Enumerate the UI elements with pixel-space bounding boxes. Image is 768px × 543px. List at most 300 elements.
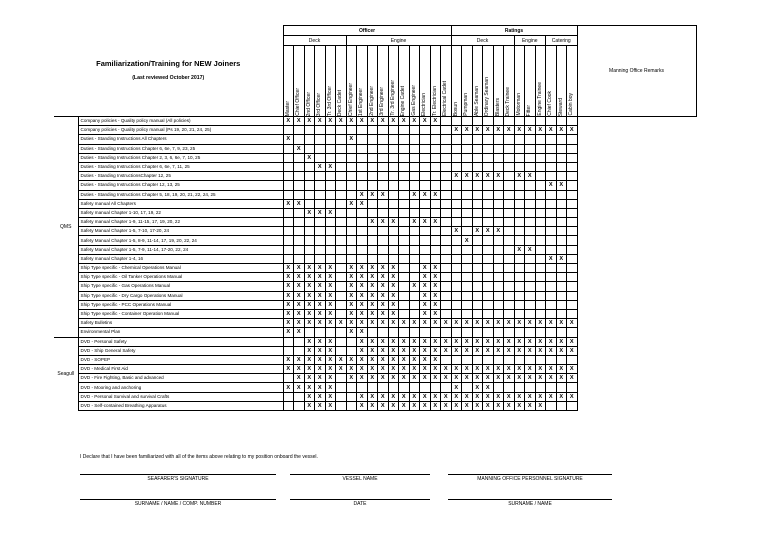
checkbox-cell[interactable]: X	[420, 319, 431, 328]
checkbox-cell[interactable]: X	[420, 309, 431, 318]
checkbox-cell[interactable]: X	[357, 309, 368, 318]
checkbox-cell[interactable]: X	[315, 208, 326, 217]
checkbox-cell[interactable]	[294, 254, 305, 263]
checkbox-cell[interactable]	[367, 144, 378, 153]
checkbox-cell[interactable]	[336, 254, 347, 263]
checkbox-cell[interactable]: X	[283, 291, 294, 300]
checkbox-cell[interactable]	[493, 328, 504, 337]
checkbox-cell[interactable]	[294, 236, 305, 245]
checkbox-cell[interactable]: X	[357, 282, 368, 291]
checkbox-cell[interactable]	[304, 181, 315, 190]
checkbox-cell[interactable]: X	[304, 337, 315, 346]
checkbox-cell[interactable]	[409, 254, 420, 263]
checkbox-cell[interactable]: X	[420, 190, 431, 199]
checkbox-cell[interactable]	[336, 374, 347, 383]
checkbox-cell[interactable]: X	[367, 291, 378, 300]
checkbox-cell[interactable]: X	[441, 346, 452, 355]
checkbox-cell[interactable]	[535, 153, 546, 162]
checkbox-cell[interactable]: X	[567, 319, 578, 328]
checkbox-cell[interactable]	[472, 162, 483, 171]
checkbox-cell[interactable]	[409, 273, 420, 282]
checkbox-cell[interactable]	[315, 218, 326, 227]
checkbox-cell[interactable]: X	[378, 365, 389, 374]
checkbox-cell[interactable]: X	[304, 392, 315, 401]
checkbox-cell[interactable]: X	[315, 264, 326, 273]
checkbox-cell[interactable]	[441, 264, 452, 273]
checkbox-cell[interactable]	[472, 135, 483, 144]
checkbox-cell[interactable]	[420, 254, 431, 263]
checkbox-cell[interactable]: X	[430, 392, 441, 401]
checkbox-cell[interactable]	[451, 162, 462, 171]
checkbox-cell[interactable]	[399, 126, 410, 135]
checkbox-cell[interactable]	[336, 300, 347, 309]
checkbox-cell[interactable]: X	[451, 227, 462, 236]
checkbox-cell[interactable]: X	[378, 401, 389, 410]
checkbox-cell[interactable]	[441, 135, 452, 144]
checkbox-cell[interactable]	[514, 199, 525, 208]
checkbox-cell[interactable]	[567, 190, 578, 199]
checkbox-cell[interactable]	[504, 181, 515, 190]
checkbox-cell[interactable]	[546, 300, 557, 309]
checkbox-cell[interactable]	[325, 172, 336, 181]
checkbox-cell[interactable]	[283, 401, 294, 410]
checkbox-cell[interactable]	[304, 218, 315, 227]
checkbox-cell[interactable]: X	[367, 273, 378, 282]
checkbox-cell[interactable]	[525, 199, 536, 208]
checkbox-cell[interactable]	[388, 135, 399, 144]
checkbox-cell[interactable]	[546, 264, 557, 273]
checkbox-cell[interactable]: X	[357, 199, 368, 208]
checkbox-cell[interactable]: X	[535, 126, 546, 135]
checkbox-cell[interactable]	[546, 135, 557, 144]
checkbox-cell[interactable]	[283, 374, 294, 383]
checkbox-cell[interactable]	[441, 282, 452, 291]
checkbox-cell[interactable]	[556, 328, 567, 337]
checkbox-cell[interactable]: X	[472, 346, 483, 355]
checkbox-cell[interactable]: X	[325, 273, 336, 282]
checkbox-cell[interactable]: X	[483, 126, 494, 135]
checkbox-cell[interactable]	[315, 172, 326, 181]
checkbox-cell[interactable]	[535, 218, 546, 227]
checkbox-cell[interactable]: X	[304, 273, 315, 282]
checkbox-cell[interactable]	[493, 236, 504, 245]
checkbox-cell[interactable]	[420, 153, 431, 162]
checkbox-cell[interactable]: X	[294, 328, 305, 337]
checkbox-cell[interactable]	[451, 264, 462, 273]
remarks-cell[interactable]	[577, 135, 696, 144]
checkbox-cell[interactable]	[357, 218, 368, 227]
checkbox-cell[interactable]	[315, 199, 326, 208]
checkbox-cell[interactable]: X	[567, 365, 578, 374]
checkbox-cell[interactable]	[346, 218, 357, 227]
checkbox-cell[interactable]	[556, 401, 567, 410]
checkbox-cell[interactable]	[399, 300, 410, 309]
checkbox-cell[interactable]	[346, 144, 357, 153]
checkbox-cell[interactable]: X	[357, 365, 368, 374]
checkbox-cell[interactable]	[472, 245, 483, 254]
checkbox-cell[interactable]: X	[315, 300, 326, 309]
checkbox-cell[interactable]: X	[315, 355, 326, 364]
checkbox-cell[interactable]	[451, 291, 462, 300]
remarks-cell[interactable]	[577, 355, 696, 364]
checkbox-cell[interactable]	[567, 282, 578, 291]
checkbox-cell[interactable]: X	[462, 172, 473, 181]
checkbox-cell[interactable]: X	[462, 346, 473, 355]
checkbox-cell[interactable]	[315, 126, 326, 135]
checkbox-cell[interactable]	[462, 355, 473, 364]
remarks-cell[interactable]	[577, 309, 696, 318]
checkbox-cell[interactable]	[514, 309, 525, 318]
checkbox-cell[interactable]	[441, 208, 452, 217]
checkbox-cell[interactable]	[472, 153, 483, 162]
checkbox-cell[interactable]	[409, 162, 420, 171]
checkbox-cell[interactable]	[388, 181, 399, 190]
checkbox-cell[interactable]	[504, 144, 515, 153]
checkbox-cell[interactable]	[367, 181, 378, 190]
checkbox-cell[interactable]: X	[304, 383, 315, 392]
checkbox-cell[interactable]	[441, 190, 452, 199]
checkbox-cell[interactable]: X	[567, 337, 578, 346]
checkbox-cell[interactable]: X	[378, 218, 389, 227]
checkbox-cell[interactable]	[535, 273, 546, 282]
checkbox-cell[interactable]	[462, 162, 473, 171]
remarks-cell[interactable]	[577, 172, 696, 181]
checkbox-cell[interactable]: X	[325, 365, 336, 374]
checkbox-cell[interactable]	[367, 199, 378, 208]
checkbox-cell[interactable]	[388, 126, 399, 135]
remarks-cell[interactable]	[577, 218, 696, 227]
checkbox-cell[interactable]	[462, 208, 473, 217]
checkbox-cell[interactable]	[367, 227, 378, 236]
checkbox-cell[interactable]	[346, 383, 357, 392]
checkbox-cell[interactable]: X	[283, 319, 294, 328]
checkbox-cell[interactable]: X	[441, 337, 452, 346]
checkbox-cell[interactable]	[525, 273, 536, 282]
checkbox-cell[interactable]	[399, 172, 410, 181]
checkbox-cell[interactable]: X	[357, 328, 368, 337]
checkbox-cell[interactable]	[483, 236, 494, 245]
checkbox-cell[interactable]	[294, 392, 305, 401]
checkbox-cell[interactable]: X	[357, 319, 368, 328]
checkbox-cell[interactable]: X	[378, 392, 389, 401]
checkbox-cell[interactable]: X	[535, 374, 546, 383]
checkbox-cell[interactable]: X	[472, 319, 483, 328]
checkbox-cell[interactable]	[525, 236, 536, 245]
checkbox-cell[interactable]	[525, 190, 536, 199]
checkbox-cell[interactable]: X	[283, 117, 294, 126]
checkbox-cell[interactable]: X	[483, 383, 494, 392]
checkbox-cell[interactable]: X	[294, 117, 305, 126]
checkbox-cell[interactable]	[514, 162, 525, 171]
checkbox-cell[interactable]	[535, 135, 546, 144]
checkbox-cell[interactable]	[462, 300, 473, 309]
checkbox-cell[interactable]	[336, 346, 347, 355]
checkbox-cell[interactable]: X	[325, 162, 336, 171]
checkbox-cell[interactable]: X	[304, 282, 315, 291]
checkbox-cell[interactable]	[357, 383, 368, 392]
checkbox-cell[interactable]: X	[546, 365, 557, 374]
checkbox-cell[interactable]	[346, 126, 357, 135]
checkbox-cell[interactable]	[430, 162, 441, 171]
checkbox-cell[interactable]	[514, 300, 525, 309]
checkbox-cell[interactable]: X	[430, 282, 441, 291]
checkbox-cell[interactable]	[535, 245, 546, 254]
checkbox-cell[interactable]: X	[315, 273, 326, 282]
checkbox-cell[interactable]	[556, 190, 567, 199]
checkbox-cell[interactable]: X	[420, 365, 431, 374]
checkbox-cell[interactable]	[399, 254, 410, 263]
checkbox-cell[interactable]	[462, 282, 473, 291]
checkbox-cell[interactable]	[346, 190, 357, 199]
checkbox-cell[interactable]: X	[399, 355, 410, 364]
checkbox-cell[interactable]	[451, 300, 462, 309]
checkbox-cell[interactable]: X	[357, 337, 368, 346]
checkbox-cell[interactable]	[546, 401, 557, 410]
checkbox-cell[interactable]: X	[535, 392, 546, 401]
checkbox-cell[interactable]: X	[483, 172, 494, 181]
checkbox-cell[interactable]: X	[525, 126, 536, 135]
checkbox-cell[interactable]: X	[388, 291, 399, 300]
checkbox-cell[interactable]	[493, 309, 504, 318]
checkbox-cell[interactable]	[409, 144, 420, 153]
checkbox-cell[interactable]: X	[346, 135, 357, 144]
checkbox-cell[interactable]: X	[483, 365, 494, 374]
checkbox-cell[interactable]	[504, 172, 515, 181]
checkbox-cell[interactable]	[483, 144, 494, 153]
checkbox-cell[interactable]	[451, 135, 462, 144]
checkbox-cell[interactable]: X	[283, 199, 294, 208]
checkbox-cell[interactable]: X	[535, 346, 546, 355]
checkbox-cell[interactable]	[451, 309, 462, 318]
checkbox-cell[interactable]	[409, 328, 420, 337]
checkbox-cell[interactable]	[336, 181, 347, 190]
checkbox-cell[interactable]	[325, 328, 336, 337]
checkbox-cell[interactable]	[525, 144, 536, 153]
checkbox-cell[interactable]: X	[388, 273, 399, 282]
checkbox-cell[interactable]	[483, 264, 494, 273]
checkbox-cell[interactable]	[556, 355, 567, 364]
checkbox-cell[interactable]	[472, 190, 483, 199]
checkbox-cell[interactable]: X	[304, 355, 315, 364]
checkbox-cell[interactable]	[336, 383, 347, 392]
checkbox-cell[interactable]	[535, 328, 546, 337]
checkbox-cell[interactable]: X	[294, 365, 305, 374]
checkbox-cell[interactable]	[346, 401, 357, 410]
checkbox-cell[interactable]	[556, 162, 567, 171]
checkbox-cell[interactable]	[336, 245, 347, 254]
checkbox-cell[interactable]: X	[304, 208, 315, 217]
checkbox-cell[interactable]: X	[409, 282, 420, 291]
checkbox-cell[interactable]	[556, 135, 567, 144]
checkbox-cell[interactable]	[535, 144, 546, 153]
checkbox-cell[interactable]: X	[378, 117, 389, 126]
remarks-cell[interactable]	[577, 181, 696, 190]
checkbox-cell[interactable]: X	[367, 309, 378, 318]
checkbox-cell[interactable]	[441, 355, 452, 364]
checkbox-cell[interactable]: X	[525, 245, 536, 254]
checkbox-cell[interactable]: X	[388, 309, 399, 318]
checkbox-cell[interactable]: X	[294, 282, 305, 291]
checkbox-cell[interactable]	[483, 135, 494, 144]
checkbox-cell[interactable]	[409, 135, 420, 144]
checkbox-cell[interactable]	[493, 273, 504, 282]
checkbox-cell[interactable]	[315, 254, 326, 263]
checkbox-cell[interactable]: X	[493, 401, 504, 410]
checkbox-cell[interactable]	[546, 245, 557, 254]
checkbox-cell[interactable]	[346, 227, 357, 236]
checkbox-cell[interactable]: X	[514, 365, 525, 374]
checkbox-cell[interactable]	[462, 383, 473, 392]
checkbox-cell[interactable]	[304, 236, 315, 245]
remarks-cell[interactable]	[577, 374, 696, 383]
checkbox-cell[interactable]	[472, 181, 483, 190]
checkbox-cell[interactable]	[378, 172, 389, 181]
checkbox-cell[interactable]	[336, 273, 347, 282]
checkbox-cell[interactable]: X	[546, 337, 557, 346]
checkbox-cell[interactable]: X	[346, 355, 357, 364]
checkbox-cell[interactable]	[546, 273, 557, 282]
checkbox-cell[interactable]	[315, 227, 326, 236]
checkbox-cell[interactable]	[294, 227, 305, 236]
checkbox-cell[interactable]: X	[430, 190, 441, 199]
checkbox-cell[interactable]	[525, 291, 536, 300]
checkbox-cell[interactable]	[472, 273, 483, 282]
checkbox-cell[interactable]	[409, 126, 420, 135]
checkbox-cell[interactable]	[567, 181, 578, 190]
checkbox-cell[interactable]: X	[556, 337, 567, 346]
checkbox-cell[interactable]	[514, 291, 525, 300]
checkbox-cell[interactable]: X	[315, 309, 326, 318]
checkbox-cell[interactable]	[399, 309, 410, 318]
checkbox-cell[interactable]: X	[451, 346, 462, 355]
checkbox-cell[interactable]	[336, 126, 347, 135]
checkbox-cell[interactable]: X	[409, 392, 420, 401]
checkbox-cell[interactable]: X	[462, 401, 473, 410]
checkbox-cell[interactable]: X	[514, 401, 525, 410]
remarks-cell[interactable]	[577, 282, 696, 291]
checkbox-cell[interactable]: X	[367, 355, 378, 364]
checkbox-cell[interactable]	[504, 227, 515, 236]
remarks-cell[interactable]	[577, 153, 696, 162]
checkbox-cell[interactable]: X	[493, 374, 504, 383]
checkbox-cell[interactable]: X	[409, 319, 420, 328]
checkbox-cell[interactable]	[535, 309, 546, 318]
checkbox-cell[interactable]: X	[388, 264, 399, 273]
checkbox-cell[interactable]	[378, 162, 389, 171]
checkbox-cell[interactable]: X	[283, 309, 294, 318]
checkbox-cell[interactable]	[525, 300, 536, 309]
checkbox-cell[interactable]	[472, 282, 483, 291]
checkbox-cell[interactable]: X	[325, 401, 336, 410]
checkbox-cell[interactable]: X	[430, 365, 441, 374]
checkbox-cell[interactable]	[304, 245, 315, 254]
checkbox-cell[interactable]	[546, 199, 557, 208]
manning-signature-line[interactable]	[448, 474, 612, 475]
checkbox-cell[interactable]	[546, 117, 557, 126]
checkbox-cell[interactable]	[567, 162, 578, 171]
checkbox-cell[interactable]	[409, 199, 420, 208]
remarks-cell[interactable]	[577, 199, 696, 208]
checkbox-cell[interactable]	[304, 199, 315, 208]
checkbox-cell[interactable]	[430, 144, 441, 153]
checkbox-cell[interactable]	[567, 144, 578, 153]
checkbox-cell[interactable]	[399, 328, 410, 337]
checkbox-cell[interactable]	[294, 190, 305, 199]
checkbox-cell[interactable]: X	[367, 401, 378, 410]
checkbox-cell[interactable]: X	[357, 291, 368, 300]
checkbox-cell[interactable]: X	[546, 181, 557, 190]
checkbox-cell[interactable]	[315, 181, 326, 190]
checkbox-cell[interactable]	[304, 172, 315, 181]
checkbox-cell[interactable]	[483, 282, 494, 291]
checkbox-cell[interactable]: X	[294, 374, 305, 383]
checkbox-cell[interactable]: X	[525, 337, 536, 346]
checkbox-cell[interactable]	[514, 117, 525, 126]
checkbox-cell[interactable]: X	[430, 117, 441, 126]
checkbox-cell[interactable]	[283, 144, 294, 153]
checkbox-cell[interactable]	[441, 236, 452, 245]
checkbox-cell[interactable]: X	[325, 346, 336, 355]
checkbox-cell[interactable]	[325, 181, 336, 190]
checkbox-cell[interactable]: X	[420, 374, 431, 383]
surname-comp-line[interactable]	[80, 499, 276, 500]
checkbox-cell[interactable]	[283, 190, 294, 199]
checkbox-cell[interactable]: X	[420, 300, 431, 309]
checkbox-cell[interactable]	[325, 236, 336, 245]
checkbox-cell[interactable]: X	[514, 374, 525, 383]
checkbox-cell[interactable]	[483, 162, 494, 171]
checkbox-cell[interactable]: X	[315, 162, 326, 171]
checkbox-cell[interactable]	[514, 282, 525, 291]
checkbox-cell[interactable]: X	[336, 355, 347, 364]
checkbox-cell[interactable]	[336, 401, 347, 410]
checkbox-cell[interactable]	[514, 236, 525, 245]
checkbox-cell[interactable]: X	[409, 401, 420, 410]
checkbox-cell[interactable]: X	[367, 117, 378, 126]
checkbox-cell[interactable]: X	[357, 392, 368, 401]
checkbox-cell[interactable]: X	[462, 392, 473, 401]
checkbox-cell[interactable]	[567, 117, 578, 126]
checkbox-cell[interactable]: X	[346, 300, 357, 309]
checkbox-cell[interactable]: X	[283, 264, 294, 273]
checkbox-cell[interactable]	[535, 190, 546, 199]
remarks-cell[interactable]	[577, 300, 696, 309]
checkbox-cell[interactable]: X	[420, 218, 431, 227]
checkbox-cell[interactable]: X	[514, 392, 525, 401]
checkbox-cell[interactable]: X	[472, 365, 483, 374]
checkbox-cell[interactable]	[525, 227, 536, 236]
checkbox-cell[interactable]: X	[535, 337, 546, 346]
checkbox-cell[interactable]	[399, 227, 410, 236]
checkbox-cell[interactable]	[420, 383, 431, 392]
checkbox-cell[interactable]	[325, 254, 336, 263]
checkbox-cell[interactable]: X	[399, 337, 410, 346]
checkbox-cell[interactable]	[367, 162, 378, 171]
checkbox-cell[interactable]: X	[346, 374, 357, 383]
checkbox-cell[interactable]: X	[451, 374, 462, 383]
checkbox-cell[interactable]: X	[325, 383, 336, 392]
checkbox-cell[interactable]	[409, 309, 420, 318]
remarks-cell[interactable]	[577, 319, 696, 328]
checkbox-cell[interactable]	[388, 236, 399, 245]
checkbox-cell[interactable]	[493, 117, 504, 126]
checkbox-cell[interactable]	[399, 144, 410, 153]
checkbox-cell[interactable]	[283, 208, 294, 217]
checkbox-cell[interactable]: X	[294, 144, 305, 153]
checkbox-cell[interactable]	[493, 190, 504, 199]
checkbox-cell[interactable]	[546, 309, 557, 318]
checkbox-cell[interactable]	[441, 126, 452, 135]
